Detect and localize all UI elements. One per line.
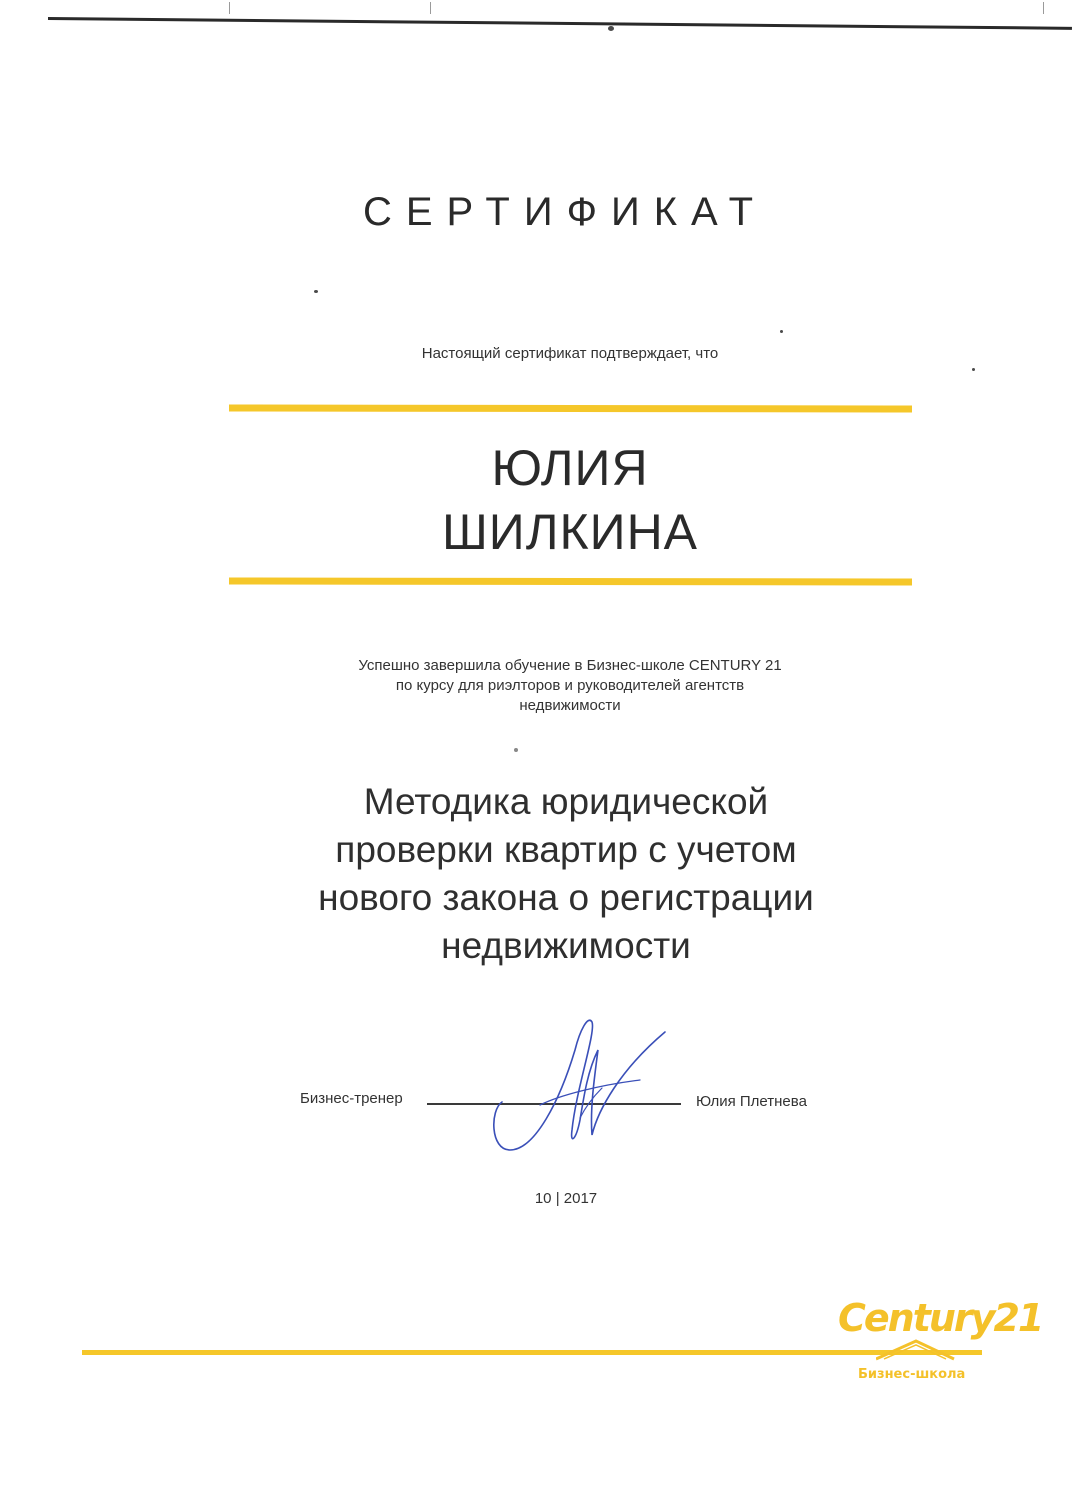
century21-logo bbox=[838, 1295, 1043, 1390]
signer-name: Юлия Плетнева bbox=[696, 1093, 807, 1110]
scan-tick-mark bbox=[229, 2, 230, 14]
certificate-heading: СЕРТИФИКАТ bbox=[362, 190, 768, 234]
completion-line: Успешно завершила обучение в Бизнес-школе CENTURY 21 bbox=[358, 657, 782, 674]
recipient-last-name: ШИЛКИНА bbox=[441, 504, 699, 560]
scan-speck bbox=[608, 26, 614, 31]
course-title bbox=[0, 778, 1080, 970]
completion-line: недвижимости bbox=[519, 697, 621, 714]
course-title-line: недвижимости bbox=[441, 925, 691, 966]
logo-subtitle: Бизнес-школа bbox=[858, 1367, 966, 1382]
name-top-divider bbox=[229, 405, 912, 413]
scan-speck bbox=[514, 748, 518, 752]
course-title-line: проверки квартир с учетом bbox=[335, 829, 797, 870]
certificate-intro: Настоящий сертификат подтверждает, что bbox=[421, 345, 719, 362]
course-title-line: нового закона о регистрации bbox=[318, 877, 814, 918]
recipient-first-name: ЮЛИЯ bbox=[491, 440, 649, 496]
signer-role: Бизнес-тренер bbox=[300, 1090, 403, 1107]
scan-speck bbox=[972, 368, 975, 371]
scan-speck bbox=[780, 330, 783, 333]
scan-edge-line bbox=[48, 17, 1072, 30]
house-roof-icon bbox=[876, 1335, 976, 1361]
logo-wordmark: Century21 bbox=[838, 1296, 1043, 1340]
certificate-date: 10 | 2017 bbox=[534, 1190, 598, 1207]
scan-speck bbox=[314, 290, 318, 293]
completion-text bbox=[0, 656, 1080, 716]
completion-line: по курсу для риэлторов и руководителей агентств bbox=[395, 677, 745, 694]
handwritten-signature bbox=[480, 1010, 670, 1160]
scan-tick-mark bbox=[1043, 2, 1044, 14]
scan-tick-mark bbox=[430, 2, 431, 14]
name-bottom-divider bbox=[229, 578, 912, 586]
course-title-line: Методика юридической bbox=[363, 781, 769, 822]
